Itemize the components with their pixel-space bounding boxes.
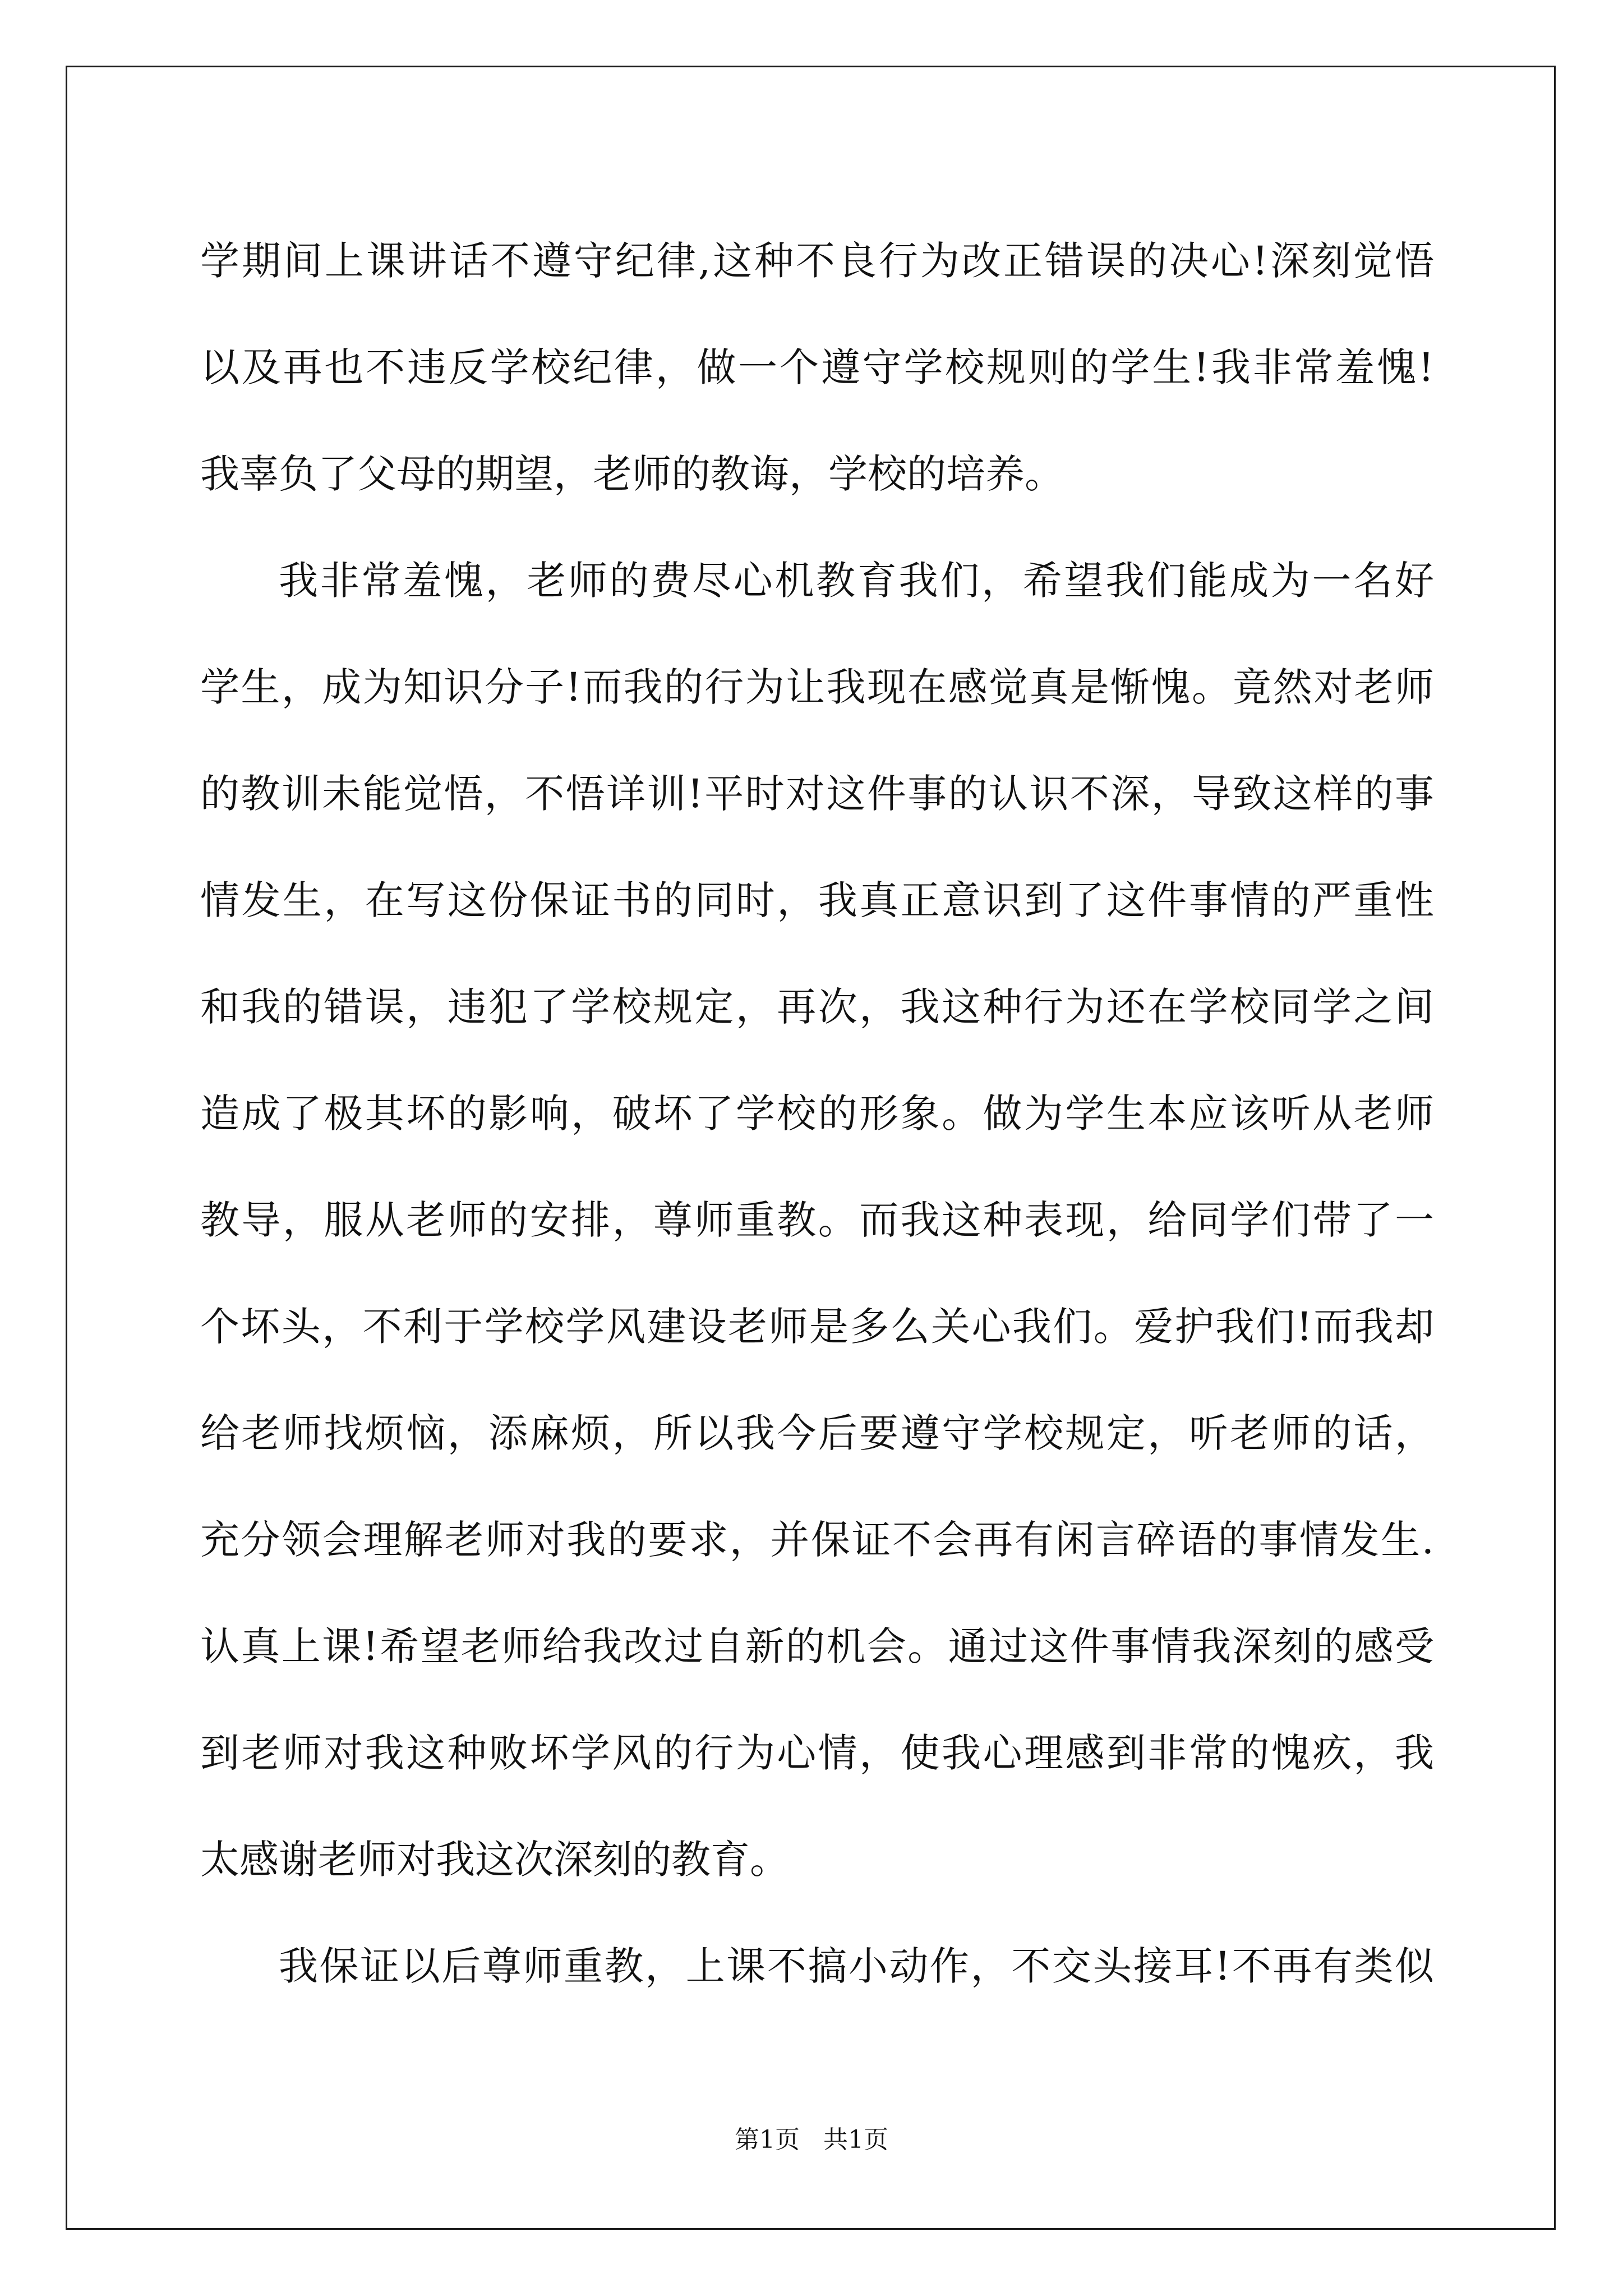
text-line-16: 太感谢老师对我这次深刻的教育。 — [200, 1837, 789, 1883]
text-line-13: 充分领会理解老师对我的要求，并保证不会再有闲言碎语的事情发生. — [200, 1517, 1434, 1563]
text-line-5: 学生，成为知识分子!而我的行为让我现在感觉真是惭愧。竟然对老师 — [200, 664, 1434, 710]
text-line-14: 认真上课!希望老师给我改过自新的机会。通过这件事情我深刻的感受 — [200, 1623, 1434, 1669]
text-line-10: 教导，服从老师的安排，尊师重教。而我这种表现，给同学们带了一 — [200, 1197, 1434, 1243]
text-line-3: 我辜负了父母的期望，老师的教诲，学校的培养。 — [200, 451, 1064, 497]
text-line-15: 到老师对我这种败坏学风的行为心情，使我心理感到非常的愧疚，我 — [200, 1730, 1434, 1776]
text-line-12: 给老师找烦恼，添麻烦，所以我今后要遵守学校规定，听老师的话， — [200, 1410, 1434, 1456]
text-line-11: 个坏头，不利于学校学风建设老师是多么关心我们。爱护我们!而我却 — [200, 1304, 1434, 1350]
text-line-8: 和我的错误，违犯了学校规定，再次，我这种行为还在学校同学之间 — [200, 984, 1434, 1030]
document-body — [200, 208, 1434, 2019]
text-line-2: 以及再也不违反学校纪律，做一个遵守学校规则的学生!我非常羞愧! — [200, 344, 1434, 390]
text-line-4: 我非常羞愧，老师的费尽心机教育我们，希望我们能成为一名好 — [279, 558, 1434, 604]
page-number-footer: 第1页 共1页 — [735, 2125, 888, 2154]
text-line-9: 造成了极其坏的影响，破坏了学校的形象。做为学生本应该听从老师 — [200, 1091, 1434, 1137]
text-line-17: 我保证以后尊师重教，上课不搞小动作，不交头接耳!不再有类似 — [279, 1943, 1434, 1989]
text-line-1: 学期间上课讲话不遵守纪律,这种不良行为改正错误的决心!深刻觉悟 — [200, 238, 1434, 284]
text-line-7: 情发生，在写这份保证书的同时，我真正意识到了这件事情的严重性 — [200, 877, 1434, 923]
text-line-6: 的教训未能觉悟，不悟详训!平时对这件事的认识不深，导致这样的事 — [200, 771, 1434, 817]
